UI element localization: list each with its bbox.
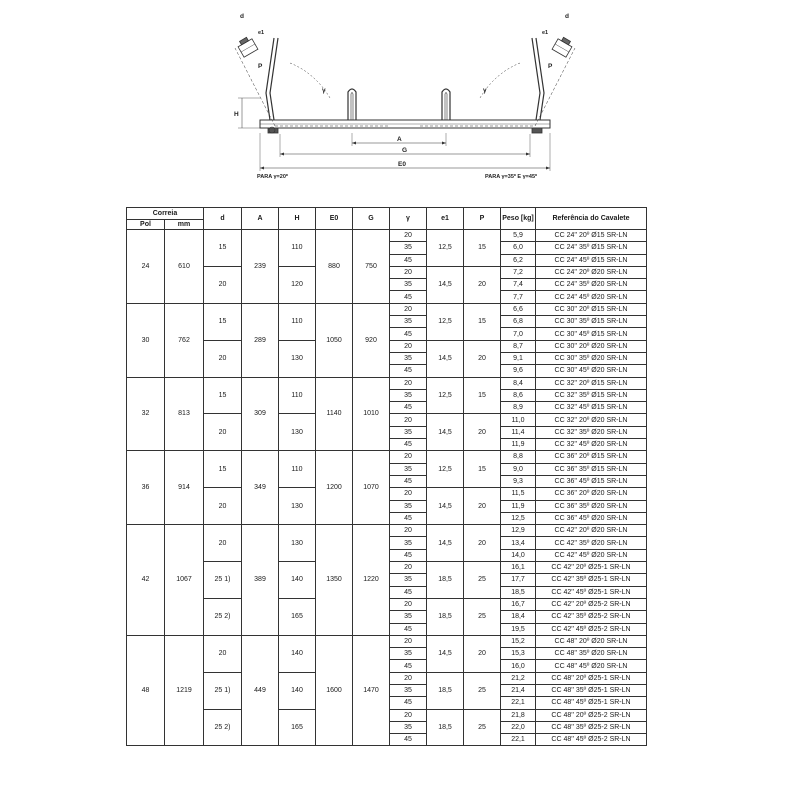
cell-peso: 13,4 <box>501 537 536 549</box>
cell-ref: CC 30'' 45º Ø20 SR-LN <box>536 365 647 377</box>
cell-y: 35 <box>390 426 427 438</box>
cell-y: 45 <box>390 365 427 377</box>
cell-p: 20 <box>464 414 501 451</box>
table-row <box>127 303 647 315</box>
cell-y: 20 <box>390 414 427 426</box>
cell-d: 25 1) <box>204 562 242 599</box>
cell-e1: 12,5 <box>427 303 464 340</box>
cell-peso: 11,0 <box>501 414 536 426</box>
cell-y: 45 <box>390 549 427 561</box>
cell-h: 110 <box>279 303 316 340</box>
note-left: PARA γ=20º <box>257 174 288 180</box>
header-correia: Correia <box>127 208 204 220</box>
table-row <box>127 635 647 647</box>
dim-label-a: A <box>397 136 402 143</box>
cell-y: 20 <box>390 672 427 684</box>
cell-peso: 21,4 <box>501 684 536 696</box>
cell-g: 1070 <box>353 451 390 525</box>
cell-peso: 18,5 <box>501 586 536 598</box>
cell-h: 165 <box>279 598 316 635</box>
cell-y: 35 <box>390 389 427 401</box>
cell-peso: 19,5 <box>501 623 536 635</box>
cell-pol: 36 <box>127 451 165 525</box>
cell-ref: CC 32'' 20º Ø15 SR-LN <box>536 377 647 389</box>
cell-peso: 14,0 <box>501 549 536 561</box>
cell-ref: CC 32'' 20º Ø20 SR-LN <box>536 414 647 426</box>
cell-y: 45 <box>390 512 427 524</box>
cell-peso: 6,0 <box>501 242 536 254</box>
header-pol: Pol <box>127 220 165 230</box>
cell-p: 15 <box>464 377 501 414</box>
cell-ref: CC 48'' 20º Ø25-1 SR-LN <box>536 672 647 684</box>
cell-peso: 6,8 <box>501 316 536 328</box>
angle-label-gamma-right: γ <box>483 87 487 94</box>
cell-mm: 813 <box>165 377 204 451</box>
cell-y: 35 <box>390 352 427 364</box>
cell-y: 35 <box>390 574 427 586</box>
cell-y: 45 <box>390 586 427 598</box>
cell-d: 20 <box>204 525 242 562</box>
cell-ref: CC 36'' 45º Ø15 SR-LN <box>536 475 647 487</box>
cell-e1: 14,5 <box>427 635 464 672</box>
cell-y: 35 <box>390 500 427 512</box>
cell-d: 15 <box>204 303 242 340</box>
cell-h: 110 <box>279 451 316 488</box>
cell-peso: 9,1 <box>501 352 536 364</box>
cell-ref: CC 24'' 20º Ø20 SR-LN <box>536 266 647 278</box>
cell-p: 25 <box>464 562 501 599</box>
cell-e1: 12,5 <box>427 451 464 488</box>
cell-e0: 1350 <box>316 525 353 636</box>
angle-label-gamma-left: γ <box>322 87 326 94</box>
cell-y: 20 <box>390 377 427 389</box>
cell-ref: CC 42'' 45º Ø25-1 SR-LN <box>536 586 647 598</box>
cell-pol: 30 <box>127 303 165 377</box>
cell-a: 239 <box>242 230 279 304</box>
cell-d: 15 <box>204 451 242 488</box>
header-ref: Referência do Cavalete <box>536 208 647 230</box>
cell-a: 389 <box>242 525 279 636</box>
cell-h: 130 <box>279 488 316 525</box>
cell-pol: 42 <box>127 525 165 636</box>
dim-label-e1-right: e1 <box>542 30 549 36</box>
cell-ref: CC 36'' 35º Ø15 SR-LN <box>536 463 647 475</box>
cell-h: 140 <box>279 562 316 599</box>
table-row <box>127 451 647 463</box>
cell-ref: CC 24'' 35º Ø20 SR-LN <box>536 279 647 291</box>
idler-frame-drawing <box>230 8 580 183</box>
cell-e1: 14,5 <box>427 340 464 377</box>
cell-peso: 21,8 <box>501 709 536 721</box>
header-a: A <box>242 208 279 230</box>
cell-y: 20 <box>390 451 427 463</box>
cell-e1: 12,5 <box>427 377 464 414</box>
cell-ref: CC 42'' 45º Ø25-2 SR-LN <box>536 623 647 635</box>
cell-g: 1010 <box>353 377 390 451</box>
cell-y: 35 <box>390 463 427 475</box>
cell-peso: 5,9 <box>501 230 536 242</box>
cell-ref: CC 32'' 35º Ø20 SR-LN <box>536 426 647 438</box>
cell-y: 35 <box>390 684 427 696</box>
cell-p: 20 <box>464 525 501 562</box>
cell-a: 309 <box>242 377 279 451</box>
cell-g: 1220 <box>353 525 390 636</box>
cell-y: 20 <box>390 635 427 647</box>
cell-peso: 8,6 <box>501 389 536 401</box>
cell-h: 110 <box>279 230 316 267</box>
cell-ref: CC 36'' 20º Ø20 SR-LN <box>536 488 647 500</box>
cell-ref: CC 42'' 35º Ø20 SR-LN <box>536 537 647 549</box>
cell-peso: 8,8 <box>501 451 536 463</box>
table-row <box>127 230 647 242</box>
cell-h: 110 <box>279 377 316 414</box>
cell-d: 20 <box>204 488 242 525</box>
cell-y: 45 <box>390 475 427 487</box>
cell-peso: 15,3 <box>501 648 536 660</box>
cell-h: 130 <box>279 340 316 377</box>
header-mm: mm <box>165 220 204 230</box>
cell-peso: 7,2 <box>501 266 536 278</box>
cell-h: 120 <box>279 266 316 303</box>
cell-y: 35 <box>390 242 427 254</box>
cell-p: 15 <box>464 451 501 488</box>
cell-pol: 32 <box>127 377 165 451</box>
cell-ref: CC 32'' 35º Ø15 SR-LN <box>536 389 647 401</box>
cell-h: 140 <box>279 672 316 709</box>
cell-peso: 11,9 <box>501 439 536 451</box>
dim-label-p-right: P <box>548 63 553 70</box>
cell-ref: CC 42'' 45º Ø20 SR-LN <box>536 549 647 561</box>
cell-ref: CC 36'' 20º Ø15 SR-LN <box>536 451 647 463</box>
cell-d: 15 <box>204 230 242 267</box>
cell-ref: CC 32'' 45º Ø15 SR-LN <box>536 402 647 414</box>
cell-y: 45 <box>390 402 427 414</box>
cell-p: 20 <box>464 488 501 525</box>
cell-mm: 914 <box>165 451 204 525</box>
cell-e0: 1140 <box>316 377 353 451</box>
cell-y: 20 <box>390 230 427 242</box>
header-y: γ <box>390 208 427 230</box>
cell-e1: 14,5 <box>427 266 464 303</box>
cell-d: 20 <box>204 414 242 451</box>
cell-y: 20 <box>390 303 427 315</box>
cell-e0: 1200 <box>316 451 353 525</box>
cell-peso: 8,7 <box>501 340 536 352</box>
cell-a: 449 <box>242 635 279 746</box>
cell-ref: CC 42'' 20º Ø25-2 SR-LN <box>536 598 647 610</box>
cell-p: 20 <box>464 266 501 303</box>
cell-ref: CC 48'' 45º Ø25-2 SR-LN <box>536 734 647 746</box>
cell-d: 20 <box>204 266 242 303</box>
header-peso: Peso [kg] <box>501 208 536 230</box>
cell-ref: CC 42'' 20º Ø20 SR-LN <box>536 525 647 537</box>
cell-g: 1470 <box>353 635 390 746</box>
cell-peso: 6,2 <box>501 254 536 266</box>
cell-d: 20 <box>204 635 242 672</box>
dim-label-e0: E0 <box>398 161 406 168</box>
cell-peso: 8,4 <box>501 377 536 389</box>
cell-pol: 48 <box>127 635 165 746</box>
cell-ref: CC 42'' 20º Ø25-1 SR-LN <box>536 562 647 574</box>
cell-ref: CC 42'' 35º Ø25-2 SR-LN <box>536 611 647 623</box>
cell-ref: CC 48'' 35º Ø25-1 SR-LN <box>536 684 647 696</box>
cell-ref: CC 24'' 45º Ø20 SR-LN <box>536 291 647 303</box>
cell-peso: 8,9 <box>501 402 536 414</box>
cell-y: 35 <box>390 721 427 733</box>
cell-e1: 14,5 <box>427 488 464 525</box>
cell-y: 45 <box>390 697 427 709</box>
cell-peso: 22,1 <box>501 734 536 746</box>
cell-y: 20 <box>390 488 427 500</box>
cell-p: 25 <box>464 709 501 746</box>
cell-peso: 7,0 <box>501 328 536 340</box>
cell-peso: 11,4 <box>501 426 536 438</box>
note-right: PARA γ=35º E γ=45º <box>485 174 538 180</box>
cell-y: 45 <box>390 328 427 340</box>
cell-p: 15 <box>464 230 501 267</box>
cell-p: 20 <box>464 635 501 672</box>
cell-y: 35 <box>390 316 427 328</box>
cell-ref: CC 30'' 20º Ø15 SR-LN <box>536 303 647 315</box>
cell-ref: CC 36'' 35º Ø20 SR-LN <box>536 500 647 512</box>
cell-mm: 762 <box>165 303 204 377</box>
dim-label-g: G <box>402 147 408 154</box>
dim-label-p-left: P <box>258 63 263 70</box>
cell-peso: 11,5 <box>501 488 536 500</box>
cell-ref: CC 48'' 35º Ø20 SR-LN <box>536 648 647 660</box>
cell-y: 45 <box>390 291 427 303</box>
cell-ref: CC 48'' 20º Ø25-2 SR-LN <box>536 709 647 721</box>
header-e0: E0 <box>316 208 353 230</box>
cell-peso: 17,7 <box>501 574 536 586</box>
cell-ref: CC 24'' 35º Ø15 SR-LN <box>536 242 647 254</box>
cell-mm: 1219 <box>165 635 204 746</box>
cell-y: 45 <box>390 254 427 266</box>
cell-y: 20 <box>390 709 427 721</box>
cell-peso: 16,7 <box>501 598 536 610</box>
cell-peso: 9,6 <box>501 365 536 377</box>
header-h: H <box>279 208 316 230</box>
cell-e1: 18,5 <box>427 598 464 635</box>
cell-d: 20 <box>204 340 242 377</box>
cell-peso: 11,9 <box>501 500 536 512</box>
cell-ref: CC 42'' 35º Ø25-1 SR-LN <box>536 574 647 586</box>
cell-ref: CC 48'' 45º Ø25-1 SR-LN <box>536 697 647 709</box>
cell-ref: CC 24'' 20º Ø15 SR-LN <box>536 230 647 242</box>
cell-peso: 15,2 <box>501 635 536 647</box>
cell-y: 45 <box>390 660 427 672</box>
cell-y: 20 <box>390 562 427 574</box>
cell-peso: 18,4 <box>501 611 536 623</box>
cell-ref: CC 30'' 35º Ø20 SR-LN <box>536 352 647 364</box>
header-e1: e1 <box>427 208 464 230</box>
cell-y: 45 <box>390 439 427 451</box>
cell-d: 25 2) <box>204 598 242 635</box>
cell-e1: 14,5 <box>427 525 464 562</box>
dim-label-h: H <box>234 111 239 118</box>
cell-y: 35 <box>390 611 427 623</box>
cell-e1: 18,5 <box>427 562 464 599</box>
cell-e0: 1050 <box>316 303 353 377</box>
cell-a: 289 <box>242 303 279 377</box>
cell-g: 750 <box>353 230 390 304</box>
cell-ref: CC 32'' 45º Ø20 SR-LN <box>536 439 647 451</box>
cell-y: 35 <box>390 537 427 549</box>
cell-peso: 22,1 <box>501 697 536 709</box>
spec-table <box>126 207 647 746</box>
cell-h: 165 <box>279 709 316 746</box>
dim-label-d-left: d <box>240 13 244 20</box>
cell-ref: CC 30'' 35º Ø15 SR-LN <box>536 316 647 328</box>
cell-h: 140 <box>279 635 316 672</box>
table-row <box>127 377 647 389</box>
cell-y: 45 <box>390 623 427 635</box>
cell-peso: 16,1 <box>501 562 536 574</box>
cell-g: 920 <box>353 303 390 377</box>
cell-e1: 14,5 <box>427 414 464 451</box>
cell-mm: 610 <box>165 230 204 304</box>
cell-peso: 9,0 <box>501 463 536 475</box>
cell-ref: CC 36'' 45º Ø20 SR-LN <box>536 512 647 524</box>
cell-ref: CC 24'' 45º Ø15 SR-LN <box>536 254 647 266</box>
cell-d: 25 1) <box>204 672 242 709</box>
cell-ref: CC 48'' 45º Ø20 SR-LN <box>536 660 647 672</box>
table-row <box>127 525 647 537</box>
dim-label-d-right: d <box>565 13 569 20</box>
cell-peso: 22,0 <box>501 721 536 733</box>
cell-p: 25 <box>464 672 501 709</box>
cell-peso: 12,5 <box>501 512 536 524</box>
cell-h: 130 <box>279 414 316 451</box>
cell-e1: 12,5 <box>427 230 464 267</box>
cell-e1: 18,5 <box>427 672 464 709</box>
cell-p: 15 <box>464 303 501 340</box>
cell-mm: 1067 <box>165 525 204 636</box>
cell-y: 20 <box>390 598 427 610</box>
header-p: P <box>464 208 501 230</box>
dim-label-e1-left: e1 <box>258 30 265 36</box>
cell-d: 25 2) <box>204 709 242 746</box>
cell-y: 20 <box>390 266 427 278</box>
cell-p: 20 <box>464 340 501 377</box>
header-g: G <box>353 208 390 230</box>
cell-peso: 7,7 <box>501 291 536 303</box>
cell-a: 349 <box>242 451 279 525</box>
cell-ref: CC 30'' 20º Ø20 SR-LN <box>536 340 647 352</box>
header-d: d <box>204 208 242 230</box>
cell-y: 45 <box>390 734 427 746</box>
cell-y: 20 <box>390 525 427 537</box>
cell-e1: 18,5 <box>427 709 464 746</box>
cell-peso: 21,2 <box>501 672 536 684</box>
cell-pol: 24 <box>127 230 165 304</box>
cell-e0: 880 <box>316 230 353 304</box>
cell-y: 35 <box>390 279 427 291</box>
cell-ref: CC 30'' 45º Ø15 SR-LN <box>536 328 647 340</box>
cell-y: 20 <box>390 340 427 352</box>
cell-e0: 1600 <box>316 635 353 746</box>
spec-table-body <box>127 230 647 746</box>
cell-ref: CC 48'' 20º Ø20 SR-LN <box>536 635 647 647</box>
cell-y: 35 <box>390 648 427 660</box>
cell-d: 15 <box>204 377 242 414</box>
cell-peso: 6,6 <box>501 303 536 315</box>
cell-h: 130 <box>279 525 316 562</box>
cell-peso: 16,0 <box>501 660 536 672</box>
cell-peso: 9,3 <box>501 475 536 487</box>
cell-p: 25 <box>464 598 501 635</box>
cell-peso: 7,4 <box>501 279 536 291</box>
cell-peso: 12,9 <box>501 525 536 537</box>
cell-ref: CC 48'' 35º Ø25-2 SR-LN <box>536 721 647 733</box>
